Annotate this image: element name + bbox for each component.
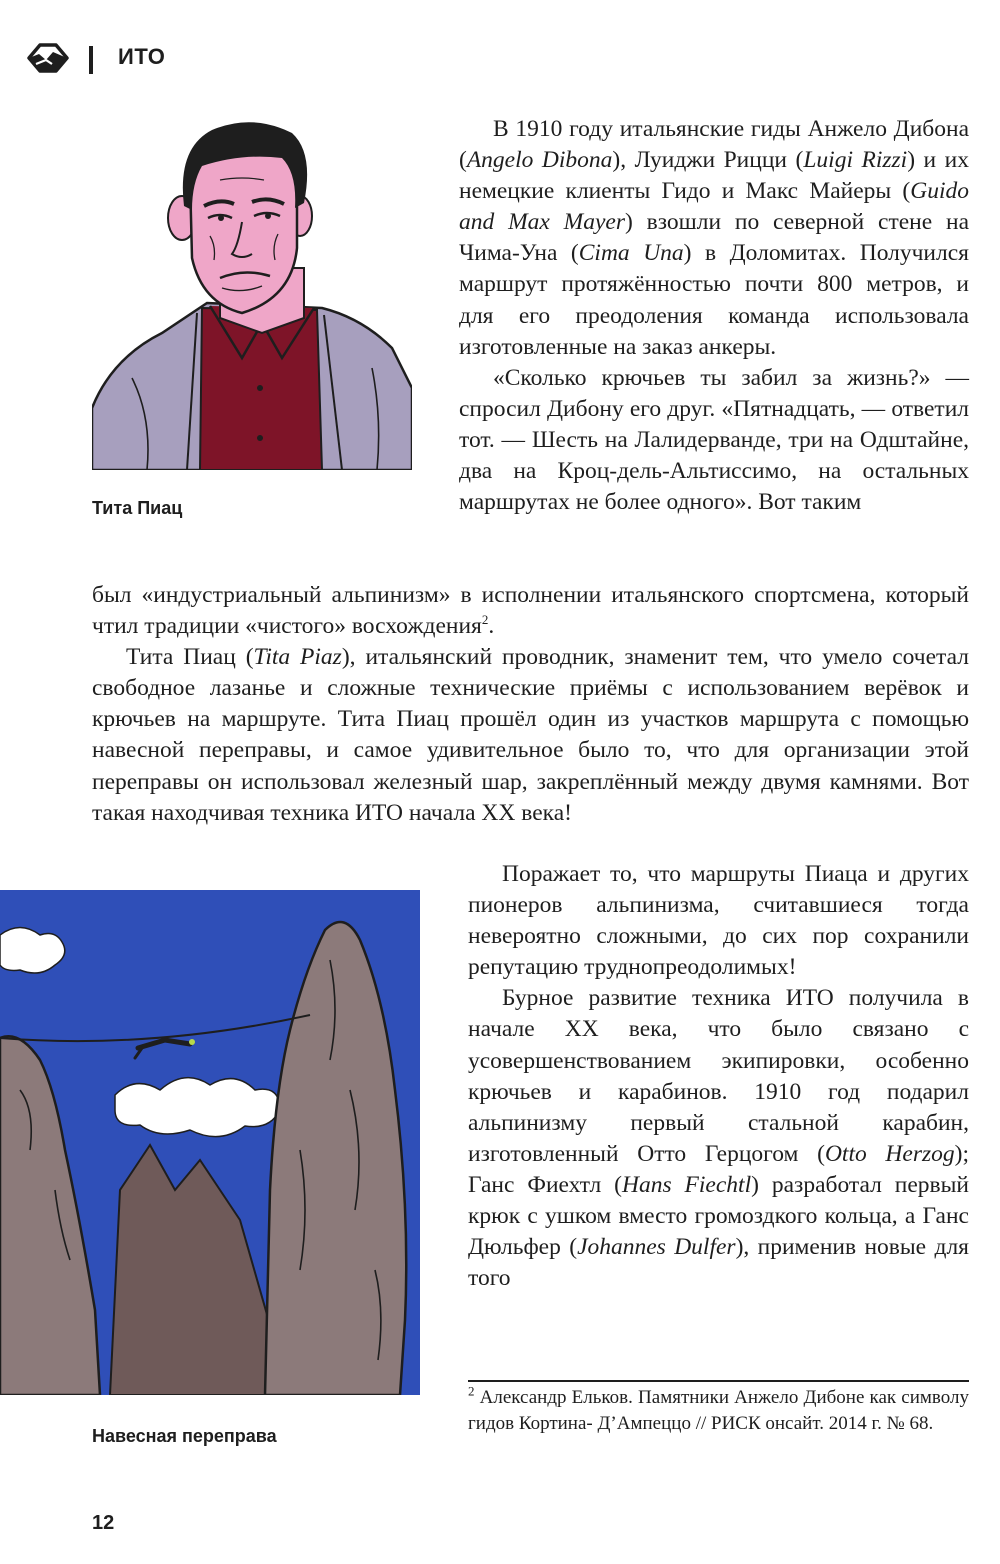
traverse-illustration xyxy=(0,890,420,1395)
section-title: ИТО xyxy=(118,44,166,69)
traverse-caption: Навесная переправа xyxy=(92,1426,277,1446)
footnote: $^2$ Александр Ельков. Памятники Анжело Дибоне как символу гидов Кортина- Д’Ампеццо // РИСК онсайт. 2014 г. № 68. xyxy=(468,1383,969,1434)
paragraph-5: Бурное развитие техника ИТО получила в начале XX века, что было связано с усовершенствованием экипировки, особенно крючьев и карабинов. 1910 год подарил альпинизму первый стальной карабин, изготовленный Отто Герцогом (Otto Herzog); Ганс Фиехтл (Hans Fiechtl) разработал первый крюк с ушком вместо громоздкого кольца, а Ганс Дюльфер (Johannes Dulfer), применив новые для того xyxy=(468,985,969,1292)
portrait-illustration xyxy=(92,118,412,470)
mountain-logo-icon xyxy=(26,40,70,76)
footnote-number: 2 xyxy=(468,1383,475,1399)
paragraph-2b: был «индустриальный альпинизм» в исполнении итальянского спортсмена, который чтил традиции «чистого» восхождения$^2$. Тита Пиац (Tita Piaz), итальянский проводник, знаменит тем, что умело сочетал свободное лазанье и сложные технические приёмы с использованием верёвок и крючьев на маршруте. Тита Пиац прошёл один из участков маршрута с помощью навесной переправы, и самое удивительное было то, что для организации этой переправы он использовал железный шар, закреплённый между двумя камнями. Вот такая находчивая техника ИТО начала XX века! xyxy=(92,580,969,829)
paragraph-4: Поражает то, что маршруты Пиаца и других пионеров альпинизма, считавшиеся тогда невероятно сложными, до сих пор сохранили репутацию труднопреодолимых! xyxy=(468,861,969,981)
paragraph-3: Тита Пиац (Tita Piaz), итальянский проводник, знаменит тем, что умело сочетал свободное лазанье и сложные технические приёмы с использованием верёвок и крючьев на маршруте. Тита Пиац прошёл один из участков маршрута с помощью навесной переправы, и самое удивительное было то, что для организации этой переправы он использовал железный шар, закреплённый между двумя камнями. Вот такая находчивая техника ИТО начала XX века! xyxy=(92,644,969,826)
page-number: 12 xyxy=(92,1512,115,1534)
portrait-caption: Тита Пиац xyxy=(92,498,183,518)
footnote-rule xyxy=(468,1380,969,1382)
header-divider xyxy=(89,46,93,74)
right-column-lower xyxy=(468,859,969,1294)
paragraph-1: В 1910 году итальянские гиды Анжело Дибона (Angelo Dibona), Луиджи Рицци (Luigi Rizzi) и их немецкие клиенты Гидо и Макс Майеры (Guido and Max Mayer) взошли по северной стене на Чима-Уна (Cima Una) в Доломитах. Получился маршрут протяжённостью почти 800 метров, и для его преодоления команда использовала изготовленные на заказ анкеры. «Сколько крючьев ты забил за жизнь?» — спросил Дибону его друг. «Пятнадцать, — ответил тот. — Шесть на Лалидерванде, три на Одштайне, два на Кроц-дель-Альтиссимо, на остальных маршрутах не более одного». Вот таким xyxy=(459,114,969,518)
paragraph-2a: «Сколько крючьев ты забил за жизнь?» — спросил Дибону его друг. «Пятнадцать, — ответил тот. — Шесть на Лалидерванде, три на Одштайне, два на Кроц-дель-Альтиссимо, на остальных маршрутах не более одного». Вот таким xyxy=(459,364,969,516)
header-logo xyxy=(26,40,70,81)
